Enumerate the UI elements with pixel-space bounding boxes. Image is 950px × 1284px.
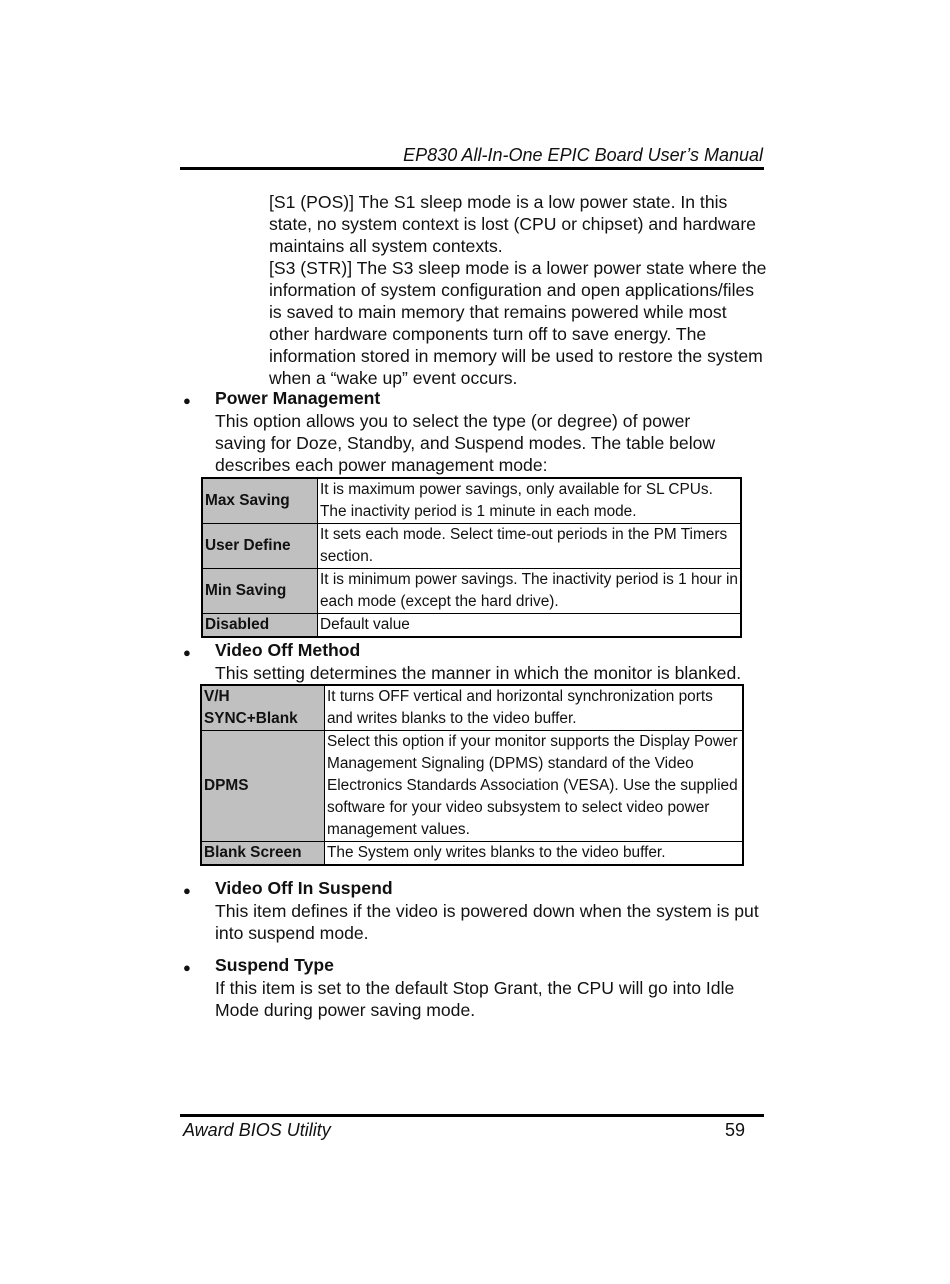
s1-paragraph: [S1 (POS)] The S1 sleep mode is a low power state. In this state, no system context is lost (CPU or chipset) and hardware maintains all system contexts. xyxy=(269,192,756,256)
power-management-table xyxy=(201,477,742,638)
bullet-icon: ● xyxy=(183,883,191,898)
running-header-title: EP830 All-In-One EPIC Board User’s Manual xyxy=(403,145,763,165)
description-cell: The System only writes blanks to the video buffer. xyxy=(325,842,744,866)
footer-section-title: Award BIOS Utility xyxy=(183,1120,331,1140)
description-cell: Select this option if your monitor supports the Display Power Management Signaling (DPMS) standard of the Video Electronics Standards Association (VESA). Use the supplied software for your video subsystem to select video power management values. xyxy=(325,731,744,842)
option-cell: User Define xyxy=(202,524,318,569)
footer-rule xyxy=(180,1114,764,1117)
section-description: If this item is set to the default Stop Grant, the CPU will go into Idle Mode during power saving mode. xyxy=(215,978,735,1020)
table-row xyxy=(202,524,741,569)
table-row xyxy=(202,569,741,614)
page-number: 59 xyxy=(724,1120,745,1140)
option-cell: Max Saving xyxy=(202,478,318,524)
section-description: This setting determines the manner in which the monitor is blanked. xyxy=(215,663,742,683)
section-description: This item defines if the video is powered down when the system is put into suspend mode. xyxy=(215,901,759,943)
section-title: Video Off In Suspend xyxy=(215,878,393,898)
option-cell: Blank Screen xyxy=(201,842,325,866)
table-row xyxy=(201,842,743,866)
description-cell: It sets each mode. Select time-out periods in the PM Timers section. xyxy=(318,524,742,569)
description-cell: Default value xyxy=(318,614,742,638)
bullet-icon: ● xyxy=(183,960,191,975)
section-title: Power Management xyxy=(215,388,381,408)
s3-paragraph: [S3 (STR)] The S3 sleep mode is a lower power state where the information of system configuration and open applications/files is saved to main memory that remains powered while most other hardware components turn off to save energy. The information stored in memory will be used to restore the system when a “wake up” event occurs. xyxy=(269,258,767,388)
option-cell: Min Saving xyxy=(202,569,318,614)
section-title: Video Off Method xyxy=(215,640,361,660)
description-cell: It is minimum power savings. The inactivity period is 1 hour in each mode (except the hard drive). xyxy=(318,569,742,614)
header-rule xyxy=(180,167,764,170)
option-cell: DPMS xyxy=(201,731,325,842)
description-cell: It is maximum power savings, only available for SL CPUs. The inactivity period is 1 minute in each mode. xyxy=(318,478,742,524)
table-row xyxy=(201,731,743,842)
section-description: This option allows you to select the type (or degree) of power saving for Doze, Standby, and Suspend modes. The table below describes each power management mode: xyxy=(215,411,716,475)
table-row xyxy=(201,685,743,731)
table-row xyxy=(202,478,741,524)
description-cell: It turns OFF vertical and horizontal synchronization ports and writes blanks to the video buffer. xyxy=(325,685,744,731)
option-cell: Disabled xyxy=(202,614,318,638)
bullet-icon: ● xyxy=(183,393,191,408)
section-title: Suspend Type xyxy=(215,955,334,975)
table-row xyxy=(202,614,741,638)
bullet-icon: ● xyxy=(183,645,191,660)
video-off-method-table xyxy=(200,684,744,866)
option-cell: V/H SYNC+Blank xyxy=(201,685,325,731)
sleep-mode-notes xyxy=(269,191,769,389)
